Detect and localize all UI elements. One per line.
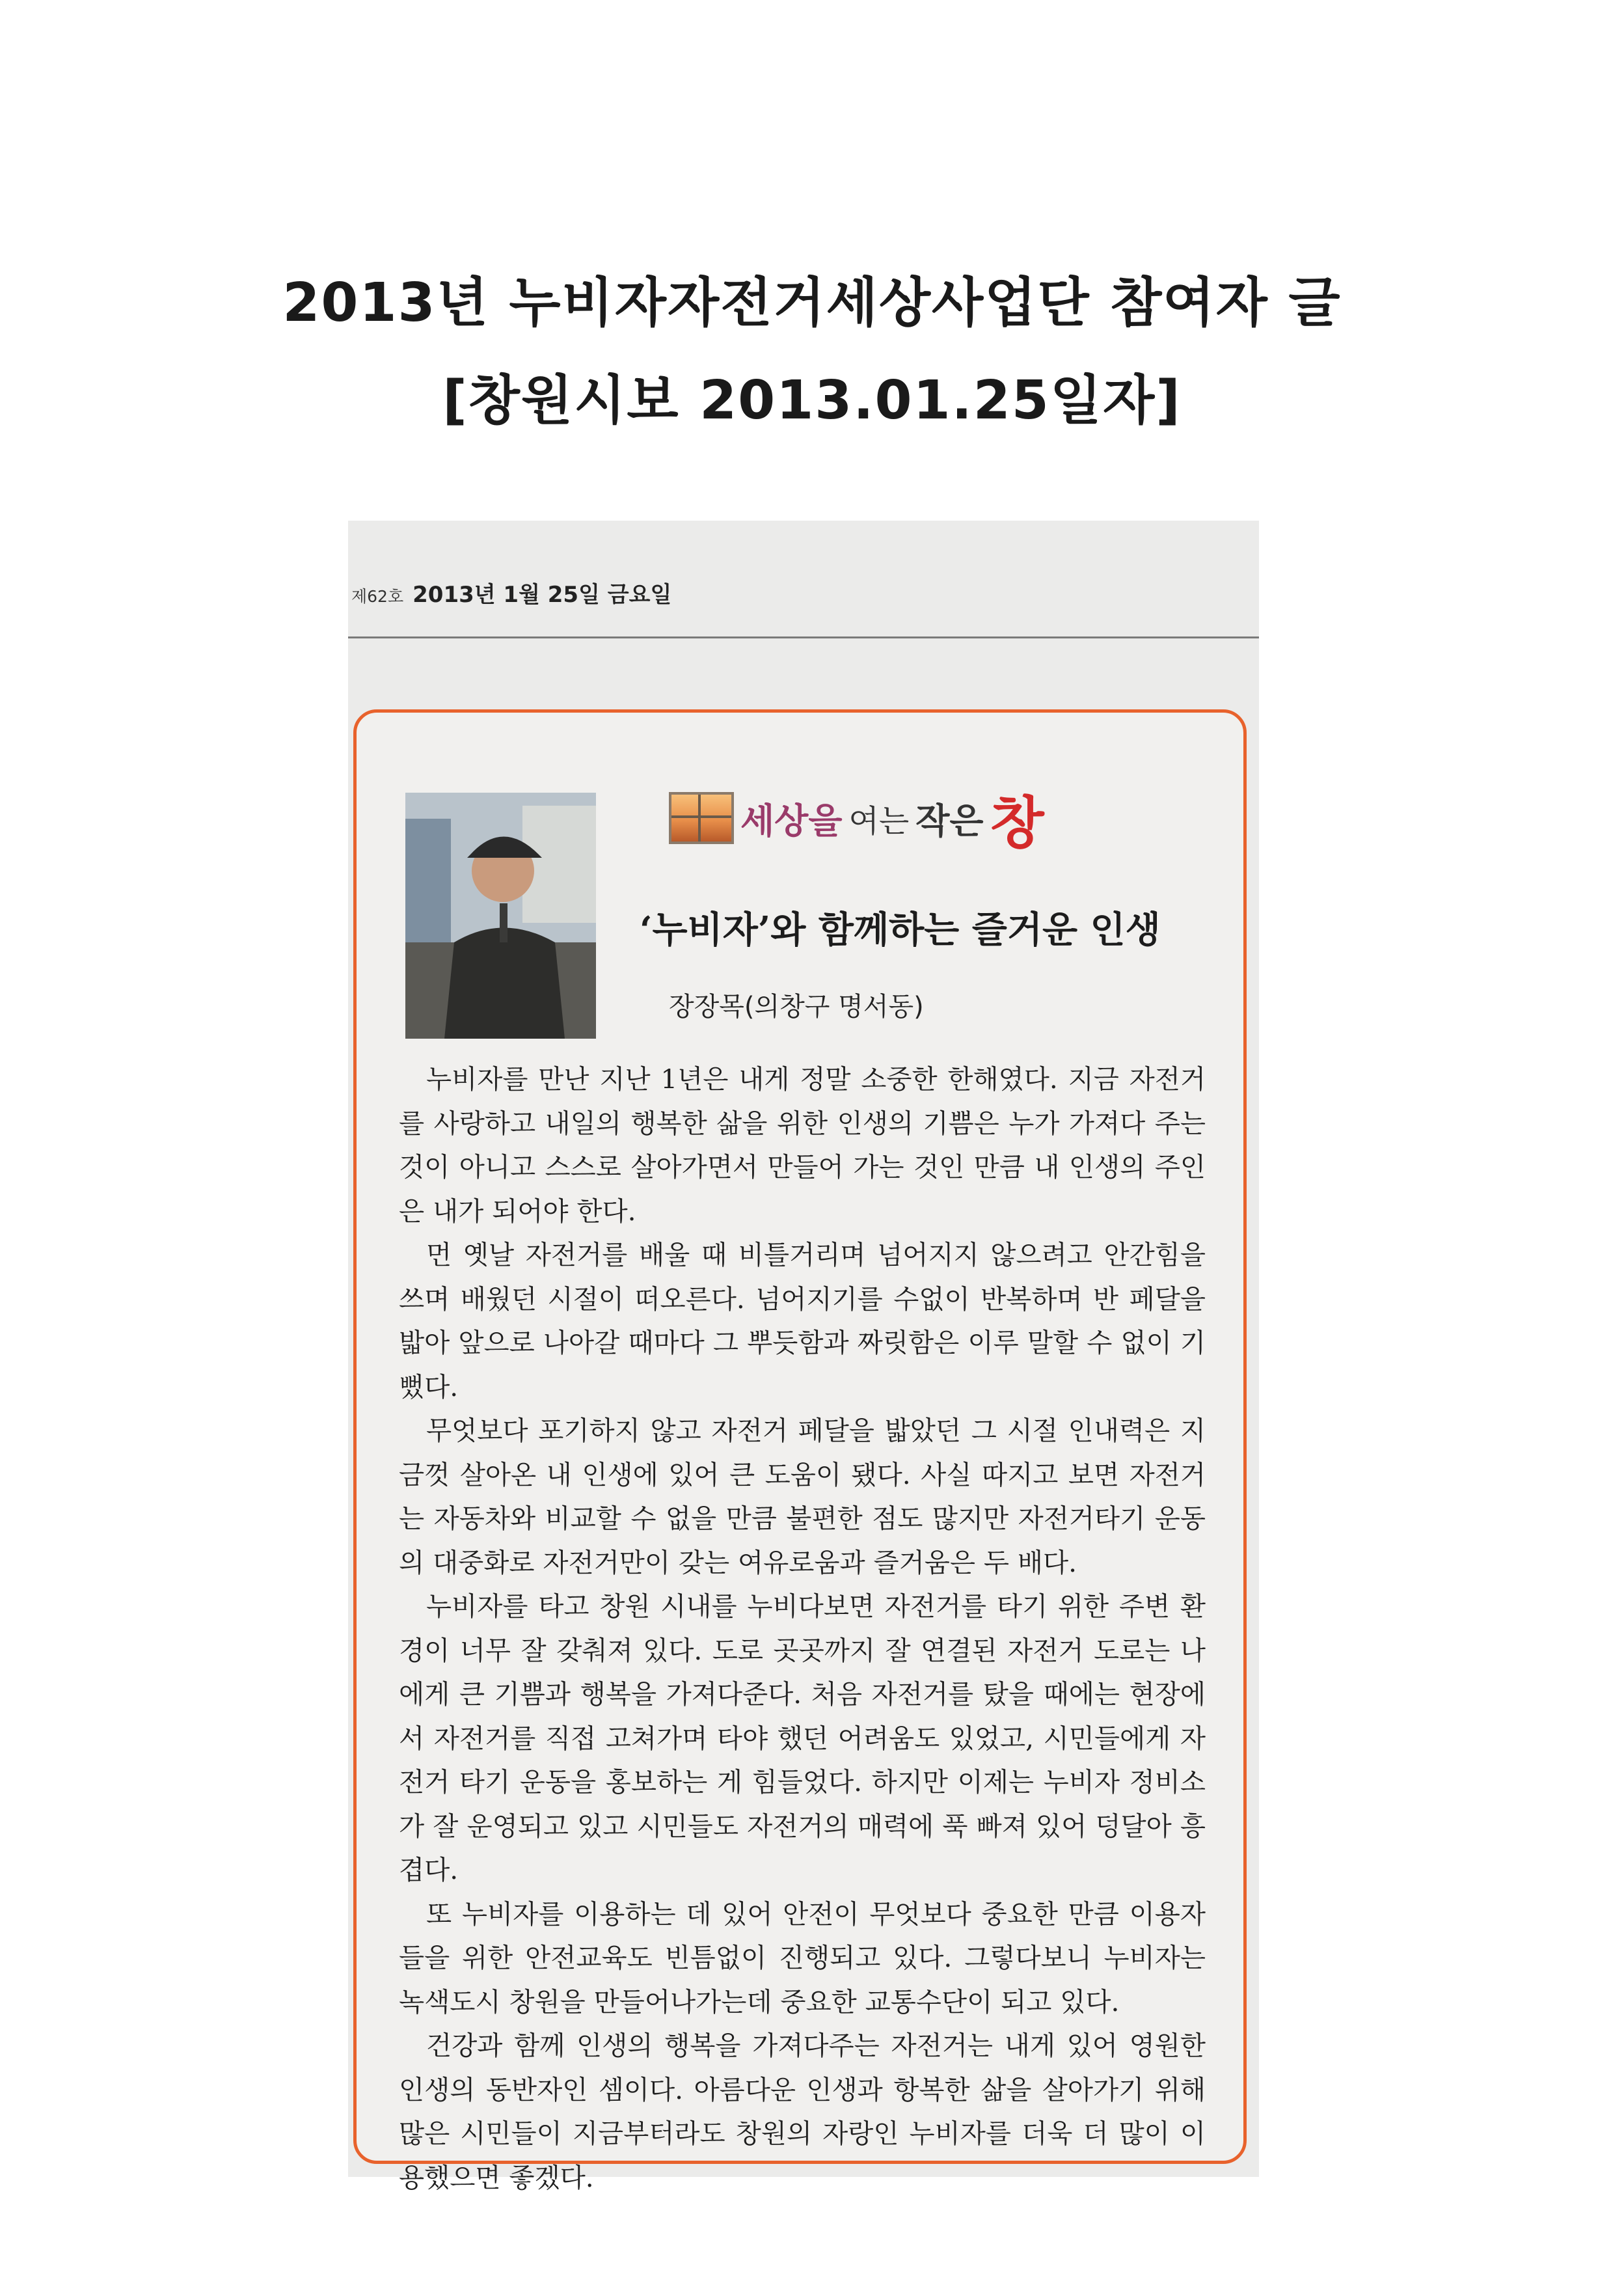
document-title-line2: [창원시보 2013.01.25일자]	[442, 370, 1182, 431]
document-title-line1: 2013년 누비자자전거세상사업단 참여자 글	[282, 272, 1342, 334]
column-title-part3: 작은	[915, 800, 984, 841]
issue-line	[351, 577, 671, 609]
article-paragraph: 누비자를 타고 창원 시내를 누비다보면 자전거를 타기 위한 주변 환경이 너무 잘 갖춰져 있다. 도로 곳곳까지 잘 연결된 자전거 도로는 나에게 큰 기쁨과 행복을 가져다준다. 처음 자전거를 탔을 때에는 현장에서 자전거를 직접 고쳐가며 타야 했던 어려움도 있었고, 시민들에게 자전거 타기 운동을 홍보하는 게 힘들었다. 하지만 이제는 누비자 정비소가 잘 운영되고 있고 시민들도 자전거의 매력에 푹 빠져 있어 덩달아 흥겹다.	[399, 1591, 1206, 1885]
header-rule	[348, 636, 1259, 638]
column-title-part1: 세상을	[740, 800, 843, 841]
column-title-part2: 여는	[848, 802, 910, 840]
article-paragraph: 건강과 함께 인생의 행복을 가져다주는 자전거는 내게 있어 영원한 인생의 동반자인 셈이다. 아름다운 인생과 항복한 삶을 살아가기 위해 많은 시민들이 지금부터라도 창원의 자랑인 누비자를 더욱 더 많이 이용했으면 좋겠다.	[399, 2030, 1206, 2193]
article-box	[353, 709, 1247, 2193]
author-photo	[405, 793, 596, 1039]
clipping-header	[348, 521, 1259, 638]
column-title-part4: 창	[990, 790, 1044, 856]
column-heading	[669, 778, 1044, 858]
article-paragraph: 먼 옛날 자전거를 배울 때 비틀거리며 넘어지지 않으려고 안간힘을 쓰며 배웠던 시절이 떠오른다. 넘어지기를 수없이 반복하며 반 페달을 밟아 앞으로 나아갈 때마다 그 뿌듯함과 짜릿함은 이루 말할 수 없이 기뻤다.	[399, 1239, 1206, 1402]
article-paragraph: 무엇보다 포기하지 않고 자전거 페달을 밟았던 그 시절 인내력은 지금껏 살아온 내 인생에 있어 큰 도움이 됐다. 사실 따지고 보면 자전거는 자동차와 비교할 수 없을 만큼 불편한 점도 많지만 자전거타기 운동의 대중화로 자전거만이 갖는 여유로움과 즐거움은 두 배다.	[399, 1415, 1206, 1578]
article-byline: 장장목(의창구 명서동)	[669, 992, 924, 1022]
window-icon	[669, 792, 734, 844]
newspaper-clipping	[348, 521, 1259, 2193]
issue-date: 2013년 1월 25일 금요일	[413, 582, 672, 608]
article-paragraph: 또 누비자를 이용하는 데 있어 안전이 무엇보다 중요한 만큼 이용자들을 위한 안전교육도 빈틈없이 진행되고 있다. 그렇다보니 누비자는 녹색도시 창원을 만들어나가는데 중요한 교통수단이 되고 있다.	[399, 1898, 1206, 2017]
article-headline: ‘누비자’와 함께하는 즐거운 인생	[640, 909, 1161, 951]
issue-number: 제62호	[351, 587, 404, 606]
article-body	[399, 1058, 1206, 2200]
author-photo-image	[405, 793, 596, 1039]
article-paragraph: 누비자를 만난 지난 1년은 내게 정말 소중한 한해였다. 지금 자전거를 사랑하고 내일의 행복한 삶을 위한 인생의 기쁨은 누가 가져다 주는 것이 아니고 스스로 살아가면서 만들어 가는 것인 만큼 내 인생의 주인은 내가 되어야 한다.	[399, 1063, 1206, 1227]
